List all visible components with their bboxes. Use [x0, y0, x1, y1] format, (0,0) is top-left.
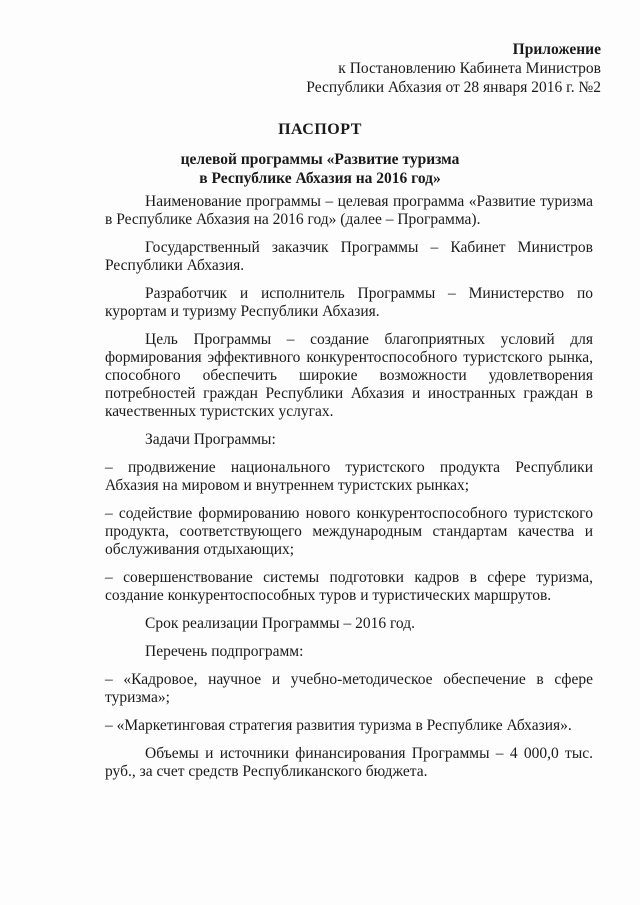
- appendix-line-2: Республики Абхазия от 28 января 2016 г. №2: [306, 79, 601, 96]
- funding-paragraph: Объемы и источники финансирования Программы – 4 000,0 тыс. руб., за счет средств Республиканского бюджета.: [105, 745, 593, 780]
- subtitle-line-2: в Республике Абхазия на 2016 год»: [199, 170, 441, 187]
- appendix-heading: Приложение: [512, 41, 601, 58]
- subprograms-heading: Перечень подпрограмм:: [145, 643, 304, 660]
- program-name-paragraph: Наименование программы – целевая программа «Развитие туризма в Республике Абхазия на 2016 год» (далее – Программа).: [105, 193, 593, 228]
- document-title: ПАСПОРТ: [278, 121, 362, 138]
- tasks-heading: Задачи Программы:: [145, 431, 276, 448]
- document-body: [105, 193, 593, 791]
- customer-paragraph: Государственный заказчик Программы – Кабинет Министров Республики Абхазия.: [105, 239, 593, 274]
- task-item: – продвижение национального туристского продукта Республики Абхазия на мировом и внутреннем туристских рынках;: [105, 459, 593, 494]
- term-paragraph: Срок реализации Программы – 2016 год.: [145, 615, 415, 632]
- subprogram-item: – «Кадровое, научное и учебно-методическое обеспечение в сфере туризма»;: [105, 671, 593, 706]
- appendix-block: [306, 40, 601, 97]
- goal-paragraph: Цель Программы – создание благоприятных условий для формирования эффективного конкурентоспособного туристского рынка, способного обеспечить широкие возможности удовлетворения потребностей граждан Республики Абхазия и иностранных граждан в качественных туристских услугах.: [105, 331, 593, 420]
- document-subtitle: [0, 150, 640, 188]
- developer-paragraph: Разработчик и исполнитель Программы – Министерство по курортам и туризму Республики Абхазия.: [105, 285, 593, 320]
- subprogram-item: – «Маркетинговая стратегия развития туризма в Республике Абхазия».: [105, 717, 572, 734]
- task-item: – совершенствование системы подготовки кадров в сфере туризма, создание конкурентоспособных туров и туристических маршрутов.: [105, 569, 593, 604]
- appendix-line-1: к Постановлению Кабинета Министров: [338, 60, 601, 77]
- task-item: – содействие формированию нового конкурентоспособного туристского продукта, соответствующего международным стандартам качества и обслуживания отдыхающих;: [105, 505, 593, 558]
- subtitle-line-1: целевой программы «Развитие туризма: [180, 151, 460, 168]
